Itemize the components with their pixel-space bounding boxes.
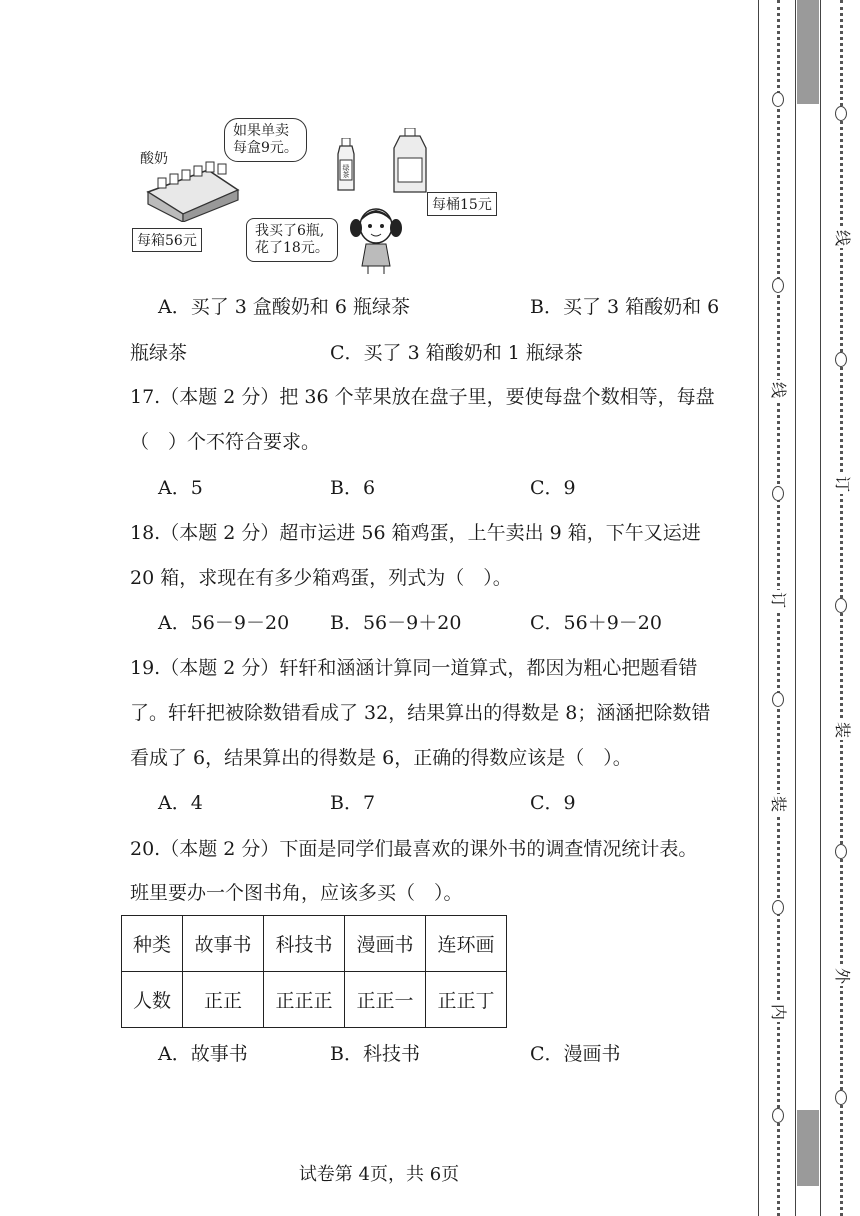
table-cell: 漫画书 — [345, 916, 426, 972]
q16-option-b-cont: 瓶绿茶 — [130, 342, 188, 364]
binding-hole — [772, 900, 784, 915]
q17-option-c: C．9 — [530, 477, 576, 499]
q17-text-line1: 17.（本题 2 分）把 36 个苹果放在盘子里，要使每盘个数相等，每盘 — [130, 386, 715, 408]
q16-option-c: C．买了 3 箱酸奶和 1 瓶绿茶 — [330, 342, 583, 364]
q18-option-a: A．56－9－20 — [158, 612, 290, 634]
strip-border-mid — [795, 0, 796, 1216]
water-bucket-image — [392, 128, 428, 194]
outer-label-xian: 线 — [833, 229, 853, 247]
girl-image — [348, 204, 404, 274]
q20-option-b: B．科技书 — [330, 1043, 420, 1065]
page-footer: 试卷第 4页，共 6页 — [298, 1164, 460, 1185]
table-cell: 正正丁 — [426, 972, 507, 1028]
table-cell: 连环画 — [426, 916, 507, 972]
table-cell: 故事书 — [183, 916, 264, 972]
inner-label-nei: 内 — [769, 1003, 789, 1021]
strip-border-right — [820, 0, 821, 1216]
outer-label-zhuang: 装 — [833, 721, 853, 739]
q19-text-line1: 19.（本题 2 分）轩轩和涵涵计算同一道算式，都因为粗心把题看错 — [130, 657, 698, 679]
binding-hole — [835, 106, 847, 121]
table-row — [122, 972, 507, 1028]
binding-hole — [835, 352, 847, 367]
table-cell: 人数 — [122, 972, 183, 1028]
table-cell: 科技书 — [264, 916, 345, 972]
q16-option-b: B．买了 3 箱酸奶和 6 — [530, 296, 720, 318]
bottle-label: 绿茶 — [342, 164, 350, 178]
q19-option-c: C．9 — [530, 792, 576, 814]
gray-band-top — [797, 0, 819, 104]
box-price-tag: 每箱56元 — [132, 228, 202, 252]
yogurt-box-image — [138, 152, 248, 222]
bucket-price-tag: 每桶15元 — [427, 192, 497, 216]
binding-hole — [772, 1108, 784, 1123]
inner-label-zhuang: 装 — [769, 795, 789, 813]
table-cell: 种类 — [122, 916, 183, 972]
q20-option-c: C．漫画书 — [530, 1043, 621, 1065]
binding-hole — [835, 844, 847, 859]
q18-text-line2: 20 箱，求现在有多少箱鸡蛋，列式为（ ）。 — [130, 567, 512, 589]
outer-label-wai: 外 — [833, 967, 853, 985]
q19-option-a: A．4 — [158, 792, 203, 814]
single-price-bubble: 如果单卖 每盒9元。 — [224, 118, 307, 162]
girl-speech-bubble: 我买了6瓶, 花了18元。 — [246, 218, 338, 262]
q20-option-a: A．故事书 — [158, 1043, 248, 1065]
table-cell: 正正一 — [345, 972, 426, 1028]
binding-hole — [835, 1090, 847, 1105]
q20-text-line2: 班里要办一个图书角，应该多买（ ）。 — [130, 882, 463, 904]
binding-hole — [772, 692, 784, 707]
q17-option-b: B．6 — [330, 477, 376, 499]
inner-label-xian: 线 — [769, 381, 789, 399]
binding-hole — [835, 598, 847, 613]
q18-option-b: B．56－9＋20 — [330, 612, 462, 634]
q19-option-b: B．7 — [330, 792, 376, 814]
binding-hole — [772, 486, 784, 501]
q17-text-line2: （ ）个不符合要求。 — [130, 431, 321, 453]
q20-text-line1: 20.（本题 2 分）下面是同学们最喜欢的课外书的调查情况统计表。 — [130, 838, 698, 860]
q19-text-line2: 了。轩轩把被除数错看成了 32，结果算出的得数是 8；涵涵把除数错 — [130, 702, 711, 724]
q17-option-a: A．5 — [158, 477, 203, 499]
strip-border-left — [758, 0, 759, 1216]
binding-hole — [772, 92, 784, 107]
binding-hole — [772, 278, 784, 293]
q18-option-c: C．56＋9－20 — [530, 612, 662, 634]
table-cell: 正正正 — [264, 972, 345, 1028]
table-cell: 正正 — [183, 972, 264, 1028]
q18-text-line1: 18.（本题 2 分）超市运进 56 箱鸡蛋，上午卖出 9 箱，下午又运进 — [130, 522, 701, 544]
q16-option-a: A．买了 3 盒酸奶和 6 瓶绿茶 — [158, 296, 411, 318]
q16-illustration — [130, 112, 510, 272]
yogurt-label: 酸奶 — [140, 151, 168, 167]
table-row — [122, 916, 507, 972]
book-survey-table — [121, 915, 507, 1028]
gray-band-bottom — [797, 1110, 819, 1186]
q19-text-line3: 看成了 6，结果算出的得数是 6，正确的得数应该是（ ）。 — [130, 747, 632, 769]
outer-label-ding: 订 — [833, 475, 853, 493]
inner-label-ding: 订 — [769, 591, 789, 609]
